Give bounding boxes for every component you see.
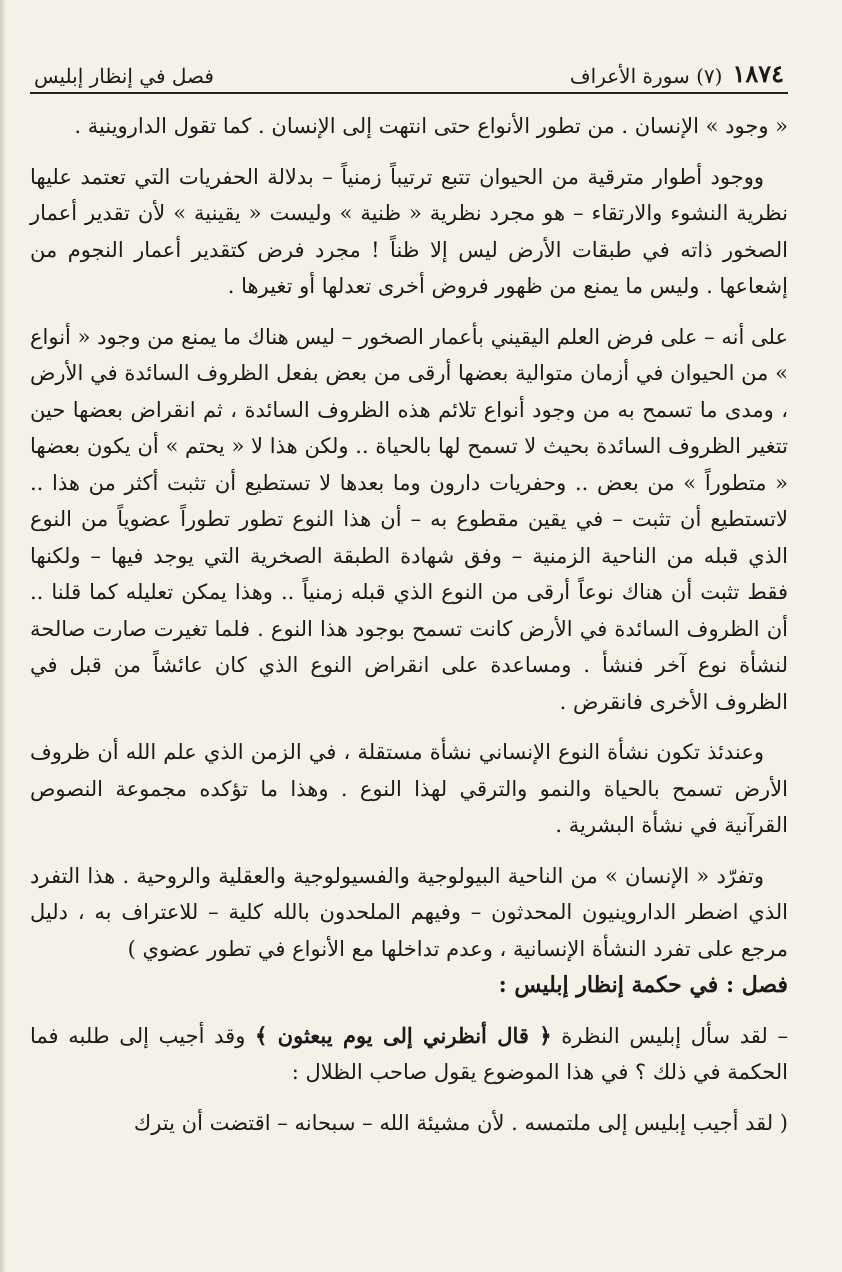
paragraph-6-after: وقد أجيب إلى طلبه فما الحكمة في ذلك ؟ في هذا الموضوع يقول صاحب الظلال : [30, 1023, 788, 1084]
paragraph-6 [30, 1018, 788, 1091]
paragraph-4: وعندئذ تكون نشأة النوع الإنساني نشأة مستقلة ، في الزمن الذي علم الله أن ظروف الأرض تسمح بالحياة والنمو والترقي لهذا النوع . وهذا ما تؤكده مجموعة النصوص القرآنية في نشأة البشرية . [30, 740, 788, 837]
paragraph-3: على أنه – على فرض العلم اليقيني بأعمار الصخور – ليس هناك ما يمنع من وجود « أنواع » من الحيوان في أزمان متوالية بعضها أرقى من بعض بفعل الظروف السائدة في الأرض ، ومدى ما تسمح به من وجود أنواع تلائم هذه الظروف السائدة ، ثم انقراض بعضها حين تتغير الظروف السائدة بحيث لا تسمح لها بالحياة .. ولكن هذا لا « يحتم » أن يكون بعضها « متطوراً » من بعض .. وحفريات دارون وما بعدها لا تستطيع أن تثبت أكثر من هذا .. لاتستطيع أن تثبت – في يقين مقطوع به – أن هذا النوع تطور تطوراً عضوياً من النوع الذي قبله من الناحية الزمنية – وفق شهادة الطبقة الصخرية التي يوجد فيها – ولكنها فقط تثبت أن هناك نوعاً أرقى من النوع الذي قبله زمنياً .. وهذا يمكن تعليله كما قلنا .. أن الظروف السائدة في الأرض كانت تسمح بوجود هذا النوع . فلما تغيرت صارت صالحة لنشأة نوع آخر فنشأ . ومساعدة على انقراض النوع الذي كان عائشاً من قبل في الظروف الأخرى فانقرض . [30, 324, 788, 714]
chapter-title: فصل في إنظار إبليس [34, 64, 214, 88]
book-page [30, 48, 788, 1141]
header-right [570, 59, 784, 88]
paragraph-1: « وجود » الإنسان . من تطور الأنواع حتى انتهت إلى الإنسان . كما تقول الداروينية . [74, 114, 788, 138]
paragraph-6-before: – لقد سأل إبليس النظرة [551, 1023, 788, 1048]
surah-label: (٧) سورة الأعراف [569, 64, 723, 88]
paragraph-2: ووجود أطوار مترقية من الحيوان تتبع ترتيباً زمنياً – بدلالة الحفريات التي تعتمد عليها نظرية النشوء والارتقاء – هو مجرد نظرية « ظنية » وليست « يقينية » لأن تقدير أعمار الصخور ذاته في طبقات الأرض ليس إلا ظناً ! مجرد فرض كتقدير أعمار النجوم من إشعاعها . وليس ما يمنع من ظهور فروض أخرى تعدلها أو تغيرها . [30, 164, 788, 298]
section-heading: فصل : في حكمة إنظار إبليس : [498, 972, 788, 998]
quran-verse: ﴿ قال أنظرني إلى يوم يبعثون ﴾ [255, 1022, 552, 1048]
running-header [30, 48, 788, 94]
page-body [30, 108, 788, 1141]
page-edge-shadow [0, 0, 6, 1272]
paragraph-7: ( لقد أجيب إبليس إلى ملتمسه . لأن مشيئة الله – سبحانه – اقتضت أن يترك [133, 1110, 788, 1135]
paragraph-5: وتفرّد « الإنسان » من الناحية البيولوجية والفسيولوجية والعقلية والروحية . هذا التفرد الذي اضطر الداروينيون المحدثون – وفيهم الملحدون بالله كلية – للاعتراف به ، دليل مرجع على تفرد النشأة الإنسانية ، وعدم تداخلها مع الأنواع في تطور عضوي ) [30, 863, 788, 961]
page-number: ١٨٧٤ [732, 59, 784, 88]
